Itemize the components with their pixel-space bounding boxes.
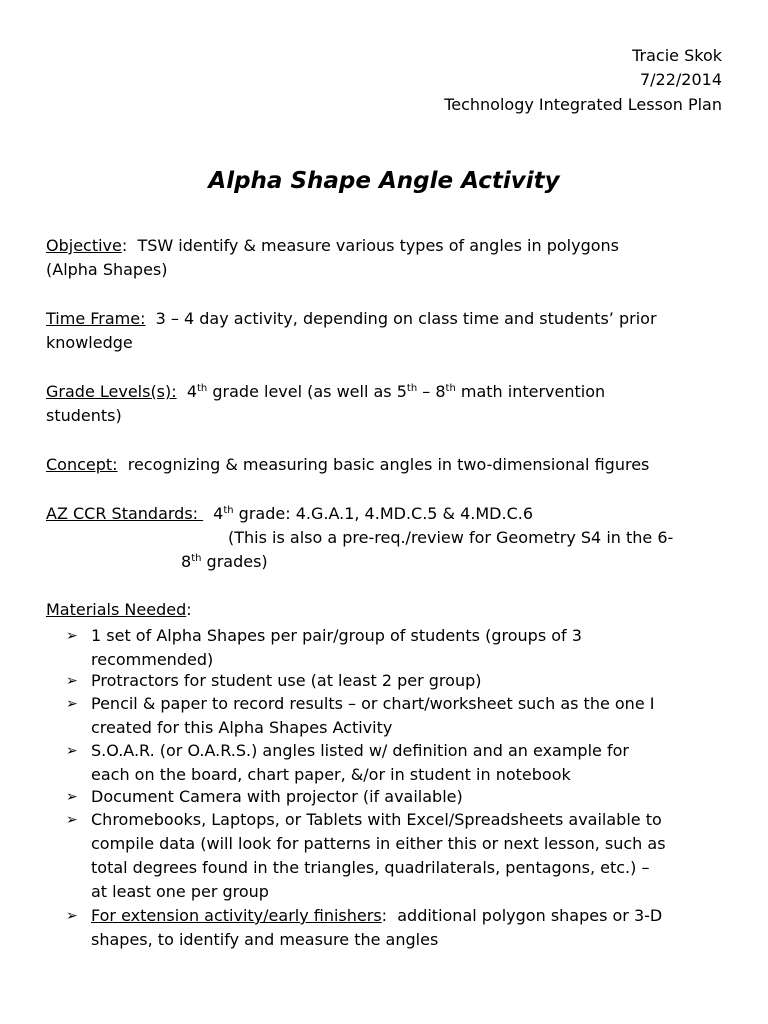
list-item-line: total degrees found in the triangles, quadrilaterals, pentagons, etc.) –	[91, 858, 650, 877]
concept-text: recognizing & measuring basic angles in two-dimensional figures	[127, 455, 650, 474]
standards-note-rest: grades)	[201, 552, 268, 571]
list-item	[91, 808, 731, 904]
list-item	[91, 692, 731, 740]
bullet-icon: ➢	[66, 812, 78, 828]
time-frame-text: 3 – 4 day activity, depending on class time and students’ prior	[155, 309, 657, 328]
grade-levels-text-3: math intervention	[455, 382, 606, 401]
objective-sep: :	[121, 236, 138, 255]
list-item-line: at least one per group	[91, 882, 269, 901]
list-item	[91, 739, 731, 787]
bullet-icon: ➢	[66, 696, 78, 712]
standards-note-2	[181, 550, 268, 574]
list-item-line: recommended)	[91, 650, 214, 669]
list-item-line: shapes, to identify and measure the angles	[91, 930, 439, 949]
grade-levels-line	[46, 380, 605, 404]
materials-colon: :	[186, 600, 192, 619]
grade-5-suffix: th	[406, 383, 418, 394]
grade-levels-text-2: – 8	[417, 382, 446, 401]
grade-4-suffix: th	[197, 383, 208, 394]
time-frame-line	[46, 307, 657, 331]
extension-text: : additional polygon shapes or 3-D	[381, 906, 663, 925]
standards-line	[46, 502, 533, 526]
list-item-line: 1 set of Alpha Shapes per pair/group of students (groups of 3	[91, 626, 582, 645]
document-date: 7/22/2014	[639, 70, 722, 89]
objective-label: Objective	[46, 236, 122, 255]
extension-label: For extension activity/early finishers	[91, 906, 382, 925]
standards-note-grade-number: 8	[181, 552, 192, 571]
list-item-line	[91, 904, 731, 928]
bullet-icon: ➢	[66, 628, 78, 644]
time-frame-label: Time Frame:	[46, 309, 146, 328]
author-name: Tracie Skok	[632, 46, 722, 65]
standards-label: AZ CCR Standards:	[46, 504, 204, 523]
objective-line-2: (Alpha Shapes)	[46, 260, 168, 279]
standards-note: (This is also a pre-req./review for Geometry S4 in the 6-	[228, 528, 674, 547]
list-item-line: Chromebooks, Laptops, or Tablets with Excel/Spreadsheets available to	[91, 810, 662, 829]
concept-label: Concept:	[46, 455, 118, 474]
list-item-line: Document Camera with projector (if available)	[91, 787, 463, 806]
list-item	[91, 669, 731, 693]
list-item-line: S.O.A.R. (or O.A.R.S.) angles listed w/ definition and an example for	[91, 741, 629, 760]
list-item-line: compile data (will look for patterns in either this or next lesson, such as	[91, 834, 666, 853]
materials-heading	[46, 598, 192, 622]
grade-levels-text-1: grade level (as well as 5	[207, 382, 407, 401]
standards-codes: grade: 4.G.A.1, 4.MD.C.5 & 4.MD.C.6	[233, 504, 534, 523]
list-item-line: Protractors for student use (at least 2 per group)	[91, 671, 482, 690]
grade-levels-line-2: students)	[46, 406, 122, 425]
list-item	[91, 904, 731, 952]
list-item-line: created for this Alpha Shapes Activity	[91, 718, 393, 737]
grade-levels-label: Grade Levels(s):	[46, 382, 177, 401]
materials-label: Materials Needed	[46, 600, 187, 619]
list-item-line: each on the board, chart paper, &/or in student in notebook	[91, 765, 571, 784]
list-item	[91, 785, 731, 809]
objective-text: TSW identify & measure various types of angles in polygons	[137, 236, 619, 255]
standards-note-grade-suffix: th	[191, 553, 202, 564]
document-type: Technology Integrated Lesson Plan	[444, 95, 722, 114]
list-item	[91, 624, 731, 672]
bullet-icon: ➢	[66, 743, 78, 759]
time-frame-line-2: knowledge	[46, 333, 133, 352]
bullet-icon: ➢	[66, 789, 78, 805]
objective-line	[46, 234, 619, 258]
bullet-icon: ➢	[66, 673, 78, 689]
standards-grade-suffix: th	[223, 505, 234, 516]
grade-8-suffix: th	[445, 383, 456, 394]
bullet-icon: ➢	[66, 908, 78, 924]
list-item-line: Pencil & paper to record results – or chart/worksheet such as the one I	[91, 694, 655, 713]
standards-grade-number: 4	[213, 504, 224, 523]
concept-line	[46, 453, 649, 477]
grade-4-number: 4	[186, 382, 198, 401]
page-title: Alpha Shape Angle Activity	[208, 168, 560, 194]
